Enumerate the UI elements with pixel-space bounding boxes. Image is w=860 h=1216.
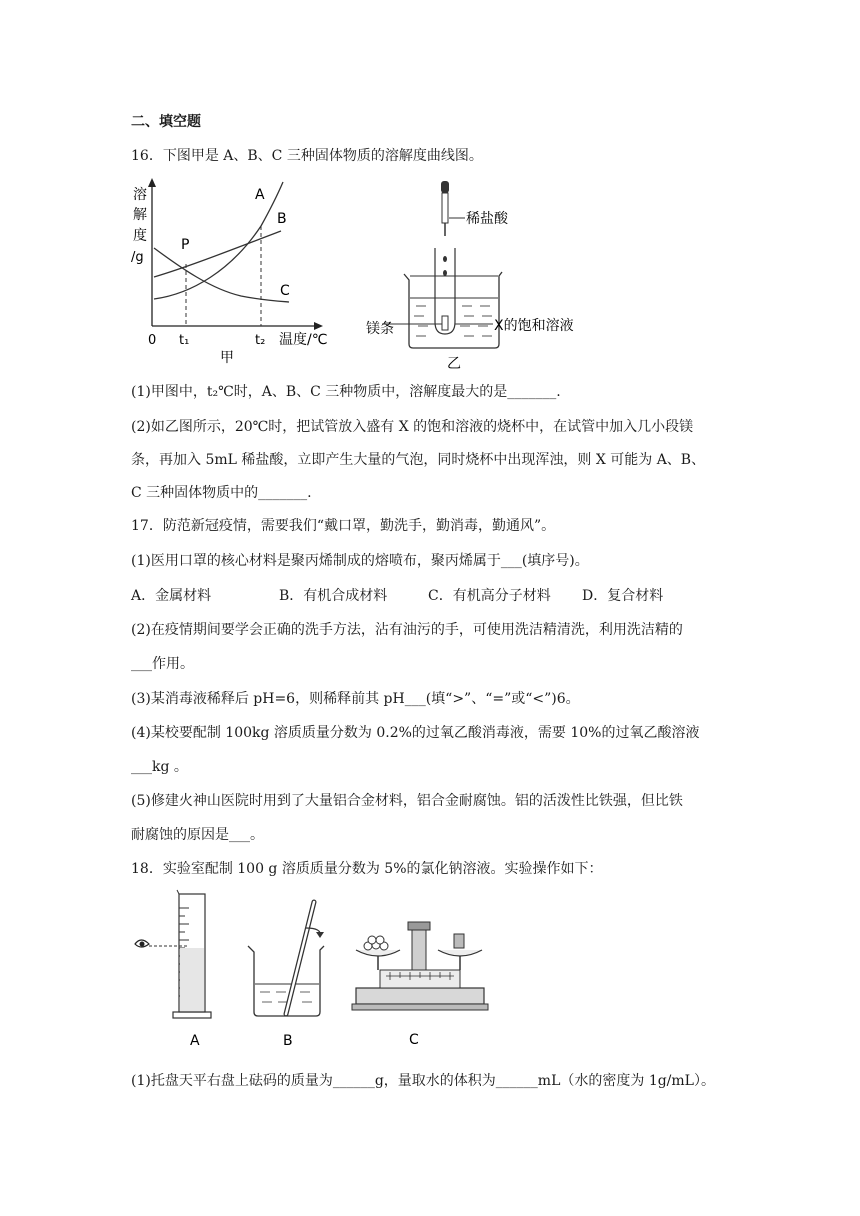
- curve-a-label: A: [255, 187, 265, 203]
- cylinder-liquid: [180, 948, 204, 1011]
- weight-icon: [454, 934, 464, 948]
- q17-part2-line1: (2)在疫情期间要学会正确的洗手方法，沾有油污的手，可使用洗洁精清洗，利用洗洁精的: [131, 622, 683, 638]
- beaker-apparatus-figure: [362, 176, 602, 376]
- q17-part4-line2: ___kg 。: [131, 759, 188, 775]
- right-pan: [438, 950, 482, 956]
- q16-stem: 16．下图甲是 A、B、C 三种固体物质的溶解度曲线图。: [131, 148, 483, 164]
- small-beaker-hatching: [260, 992, 312, 1002]
- acid-label: 稀盐酸: [466, 211, 508, 227]
- q17-part1: (1)医用口罩的核心材料是聚丙烯制成的熔喷布，聚丙烯属于___(填序号)。: [131, 553, 589, 569]
- curve-b: [154, 231, 281, 277]
- origin-label: 0: [148, 333, 157, 348]
- q17-option-a: A．金属材料: [131, 588, 212, 604]
- label-a: A: [190, 1033, 200, 1048]
- q17-part5-line2: 耐腐蚀的原因是___。: [131, 827, 264, 843]
- mg-strip: [442, 316, 448, 330]
- curve-b-label: B: [277, 211, 287, 227]
- section-title: 二、填空题: [131, 114, 201, 130]
- t2-label: t₂: [255, 333, 266, 348]
- caption-yi: 乙: [447, 356, 461, 372]
- ylabel-1: 溶: [133, 187, 147, 203]
- solution-label: X的饱和溶液: [494, 318, 574, 334]
- q17-part2-line2: ___作用。: [131, 656, 194, 672]
- beaker: [404, 272, 502, 348]
- xlabel: 温度/℃: [279, 332, 328, 348]
- balance-pointer-post: [412, 928, 426, 970]
- curve-c-label: C: [280, 283, 290, 299]
- q17-option-d: D．复合材料: [582, 588, 664, 604]
- q16-part2-line3: C 三种固体物质中的_______.: [131, 485, 312, 501]
- left-pan: [356, 950, 400, 956]
- q17-stem: 17．防范新冠疫情，需要我们“戴口罩，勤洗手，勤消毒，勤通风”。: [131, 518, 556, 534]
- q18-stem: 18．实验室配制 100 g 溶质质量分数为 5%的氯化钠溶液。实验操作如下：: [131, 861, 603, 877]
- point-p-label: P: [181, 237, 190, 253]
- dropper-tube: [442, 193, 448, 223]
- q17-part5-line1: (5)修建火神山医院时用到了大量铝合金材料，铝合金耐腐蚀。铝的活泼性比铁强，但比铁: [131, 793, 683, 809]
- ylabel-4: /g: [131, 250, 144, 265]
- y-axis-arrow: [148, 178, 156, 187]
- beaker-stirring-figure: [240, 898, 340, 1048]
- liquid-hatching: [414, 306, 492, 336]
- q18-part1: (1)托盘天平右盘上砝码的质量为______g，量取水的体积为______mL（水的密度为 1g/mL）。: [131, 1073, 715, 1089]
- cylinder-base: [173, 1012, 211, 1018]
- salt-pile: [364, 936, 388, 950]
- x-axis-arrow: [314, 322, 323, 330]
- balance-base: [356, 988, 484, 1004]
- ylabel-2: 解: [133, 207, 147, 223]
- t1-label: t₁: [179, 333, 190, 348]
- graduated-cylinder-figure: [131, 888, 226, 1048]
- q16-part1: (1)甲图中，t₂℃时，A、B、C 三种物质中，溶解度最大的是_______.: [131, 384, 561, 400]
- q17-option-c: C．有机高分子材料: [428, 588, 551, 604]
- label-c: C: [409, 1032, 419, 1048]
- balance-figure: [350, 912, 490, 1048]
- ylabel-3: 度: [133, 228, 147, 244]
- solubility-curve-figure: [131, 176, 341, 368]
- q17-option-b: B．有机合成材料: [279, 588, 388, 604]
- droplet-2: [443, 270, 447, 276]
- dropper-bulb: [441, 181, 449, 193]
- q16-part2-line2: 条，再加入 5mL 稀盐酸，立即产生大量的气泡，同时烧杯中出现浑浊，则 X 可能为 A、B、: [131, 452, 706, 468]
- mg-label: 镁条: [366, 321, 394, 337]
- droplet-1: [443, 256, 447, 262]
- label-b: B: [283, 1033, 293, 1048]
- caption-jia: 甲: [220, 350, 234, 366]
- q16-part2-line1: (2)如乙图所示，20℃时，把试管放入盛有 X 的饱和溶液的烧杯中，在试管中加入几小段镁: [131, 419, 694, 435]
- q17-part3: (3)某消毒液稀释后 pH=6，则稀释前其 pH___(填“>”、“=”或“<”)6。: [131, 691, 580, 707]
- q17-part4-line1: (4)某校要配制 100kg 溶质质量分数为 0.2%的过氧乙酸消毒液，需要 10%的过氧乙酸溶液: [131, 725, 700, 741]
